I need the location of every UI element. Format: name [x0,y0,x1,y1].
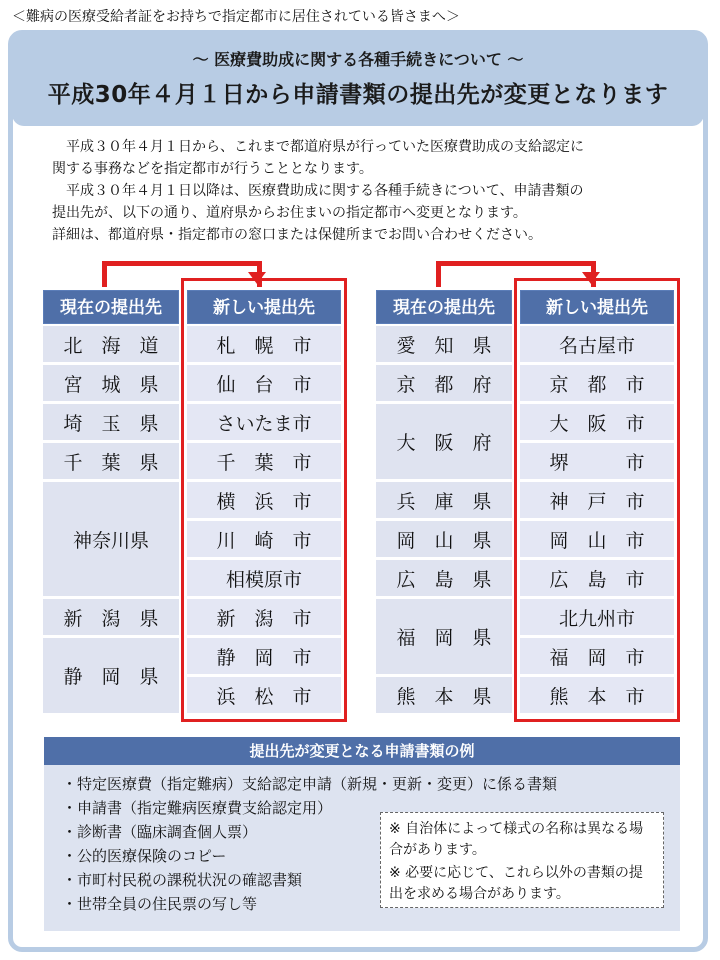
page-title: 平成30年４月１日から申請書類の提出先が変更となります [47,82,669,108]
examples-header: 提出先が変更となる申請書類の例 [44,737,680,765]
header-banner [12,34,704,126]
right-new-cell: 名古屋市 [520,326,674,365]
examples-box [44,737,680,931]
header-subtitle: ～ 医療費助成に関する各種手続きについて ～ [192,50,524,69]
left-new-cell: 千 葉 市 [187,443,341,482]
right-current-cell: 福 岡 県 [376,599,512,677]
example-item: ・診断書（臨床調査個人票） [62,823,258,841]
left-new-cell: 静 岡 市 [187,638,341,677]
left-current-header: 現在の提出先 [43,290,179,324]
left-new-cell: 相模原市 [187,560,341,599]
intro-line: 提出先が、以下の通り、道府県からお住まいの指定都市へ変更となります。 [52,205,527,221]
right-current-header: 現在の提出先 [376,290,512,324]
note-text: ※ 自治体によって様式の名称は異なる場合があります。 [389,821,644,858]
intro-line: 関する事務などを指定都市が行うこととなります。 [52,161,373,177]
right-new-cell: 堺 市 [520,443,674,482]
left-new-cell: 新 潟 市 [187,599,341,638]
example-item: ・申請書（指定難病医療費支給認定用） [62,799,333,817]
left-current-cell: 北 海 道 [43,326,179,365]
right-new-cell: 熊 本 市 [520,677,674,716]
left-current-cell: 宮 城 県 [43,365,179,404]
right-new-highlight-frame [514,278,680,722]
right-new-cell: 京 都 市 [520,365,674,404]
left-current-cell: 静 岡 県 [43,638,179,716]
right-current-cell: 愛 知 県 [376,326,512,365]
right-current-cell: 京 都 府 [376,365,512,404]
left-current-cell: 千 葉 県 [43,443,179,482]
left-new-cell: 札 幌 市 [187,326,341,365]
note-text: ※ 必要に応じて、これら以外の書類の提出を求める場合があります。 [389,865,643,902]
right-new-cell: 北九州市 [520,599,674,638]
left-new-cell: 川 崎 市 [187,521,341,560]
right-new-header: 新しい提出先 [520,290,674,324]
left-current-cell: 神奈川県 [43,482,179,599]
right-new-cell: 福 岡 市 [520,638,674,677]
left-current-cell: 新 潟 県 [43,599,179,638]
top-note: ＜難病の医療受給者証をお持ちで指定都市に居住されている皆さまへ＞ [12,9,460,25]
left-new-cell: さいたま市 [187,404,341,443]
notes-box [380,812,664,908]
intro-line: 平成３０年４月１日から、これまで都道府県が行っていた医療費助成の支給認定に [66,139,584,155]
left-current-cell: 埼 玉 県 [43,404,179,443]
left-new-highlight-frame [181,278,347,722]
example-item: ・特定医療費（指定難病）支給認定申請（新規・更新・変更）に係る書類 [62,775,558,793]
intro-line: 平成３０年４月１日以降は、医療費助成に関する各種手続きについて、申請書類の [66,183,584,199]
right-new-cell: 神 戸 市 [520,482,674,521]
intro-text [52,136,682,246]
example-item: ・世帯全員の住民票の写し等 [62,895,258,913]
left-new-header: 新しい提出先 [187,290,341,324]
right-new-cell: 広 島 市 [520,560,674,599]
example-item: ・市町村民税の課税状況の確認書類 [62,871,303,889]
right-new-cell: 大 阪 市 [520,404,674,443]
right-current-cell: 大 阪 府 [376,404,512,482]
left-new-cell: 横 浜 市 [187,482,341,521]
left-new-cell: 浜 松 市 [187,677,341,716]
right-current-cell: 熊 本 県 [376,677,512,716]
intro-line: 詳細は、都道府県・指定都市の窓口または保健所までお問い合わせください。 [52,227,542,243]
example-item: ・公的医療保険のコピー [62,847,227,865]
right-current-cell: 兵 庫 県 [376,482,512,521]
right-new-cell: 岡 山 市 [520,521,674,560]
left-new-cell: 仙 台 市 [187,365,341,404]
right-current-cell: 広 島 県 [376,560,512,599]
right-current-cell: 岡 山 県 [376,521,512,560]
